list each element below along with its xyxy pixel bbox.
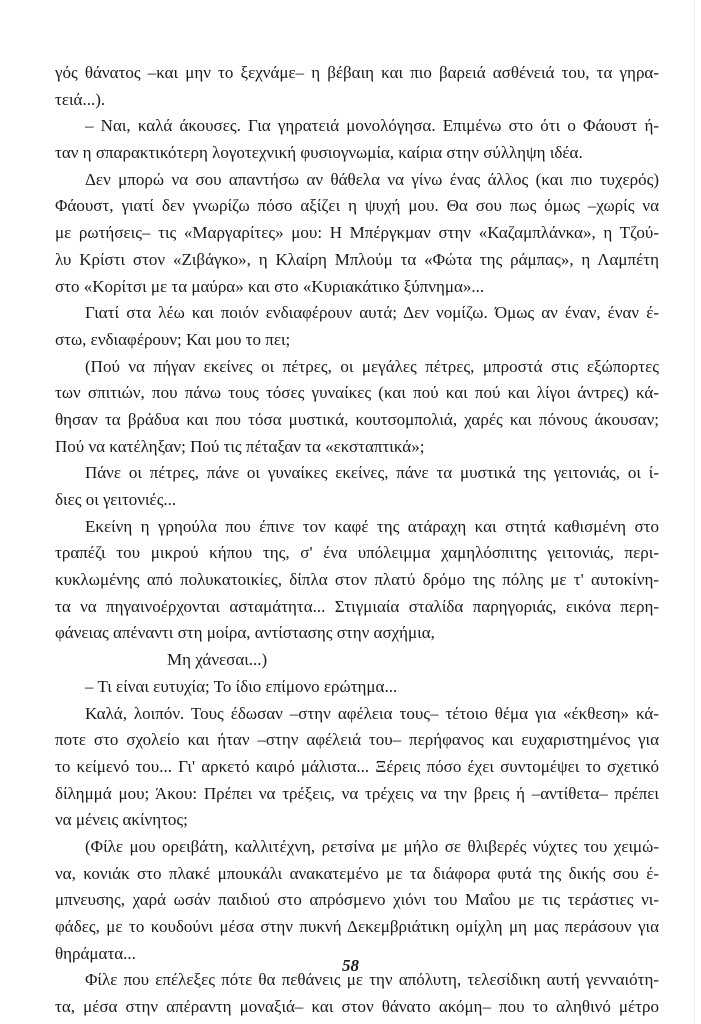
text-line: Μη χάνεσαι...) — [167, 650, 268, 670]
text-line: τραπέζι του μικρού κήπου της, σ' ένα υπόλειμμα χαμηλόσπιτης γειτονιάς, περι- — [55, 543, 659, 563]
text-line: τειά...). — [55, 89, 106, 109]
text-line: Φάουστ, γιατί δεν γνωρίζω πόσο αξίζει η ψυχή μου. Θα σου πως όμως –χωρίς να — [55, 196, 659, 216]
text-line: Γιατί στα λέω και ποιόν ενδιαφέρουν αυτά; Δεν νομίζω. Όμως αν έναν, έναν έ- — [85, 303, 659, 323]
text-line: Εκείνη η γρηούλα που έπινε τον καφέ της ατάραχη και στητά καθισμένη στο — [85, 516, 659, 536]
text-line: μπνευσης, χαρά ωσάν παιδιού στο απρόσμενο χιόνι του Μαΐου με τις τεράστιες νι- — [55, 890, 659, 910]
text-line: λυ Κρίστι στον «Ζιβάγκο», η Κλαίρη Μπλούμ τα «Φώτα της ράμπας», η Λαμπέτη — [55, 249, 659, 269]
text-line: φάνειας απέναντι στη μοίρα, αντίστασης στην ασχήμια, — [55, 623, 435, 643]
text-line: Δεν μπορώ να σου απαντήσω αν θάθελα να γίνω ένας άλλος (και πιο τυχερός) — [85, 169, 659, 189]
text-line: Πού να κατέληξαν; Πού τις πέταξαν τα «εκσταπτικά»; — [55, 436, 425, 456]
text-line: θηράματα... — [55, 943, 136, 963]
text-line: – Τι είναι ευτυχία; Το ίδιο επίμονο ερώτημα... — [85, 676, 398, 696]
text-line: δίλημμά μου; Άκου: Πρέπει να τρέξεις, να τρέχεις να την βρεις ή –αντίθετα– πρέπει — [55, 783, 659, 803]
text-line: των σπιτιών, που πάνω τους τόσες γυναίκες (και πού και πού και λίγοι άντρες) κά- — [55, 383, 659, 403]
text-line: (Πού να πήγαν εκείνες οι πέτρες, οι μεγάλες πέτρες, μπροστά στις εξώπορτες — [85, 356, 659, 376]
text-line: διες οι γειτονιές... — [55, 490, 177, 509]
text-line: τα να πηγαινοέρχονται ασταμάτητα... Στιγμιαία σταλίδα παρηγοριάς, εικόνα περη- — [55, 596, 659, 616]
text-line: Πάνε οι πέτρες, πάνε οι γυναίκες εκείνες, πάνε τα μυστικά της γειτονιάς, οι ί- — [85, 463, 659, 483]
text-line: (Φίλε μου ορειβάτη, καλλιτέχνη, ρετσίνα με μήλο σε θλιβερές νύχτες του χειμώ- — [85, 836, 659, 856]
text-line: – Ναι, καλά άκουσες. Για γηρατειά μονολόγησα. Επιμένω στο ότι ο Φάουστ ή- — [85, 116, 659, 136]
text-line: στο «Κορίτσι με τα μαύρα» και στο «Κυριακάτικο ξύπνημα»... — [55, 276, 485, 296]
text-line: το κείμενό του... Γι' αρκετό καιρό μάλιστα... Ξέρεις πόσο έχει συντομέψει το σχετικό — [55, 756, 659, 776]
text-line: με ρωτήσεις– τις «Μαργαρίτες» μου: Η Μπέργκμαν στην «Καζαμπλάνκα», η Τζού- — [55, 223, 659, 243]
text-line: κυκλωμένης από πολυκατοικίες, δίπλα στον πλατύ δρόμο της πόλης με τ' αυτοκίνη- — [55, 570, 659, 590]
text-line: Καλά, λοιπόν. Τους έδωσαν –στην αφέλεια τους– τέτοιο θέμα για «έκθεση» κά- — [85, 703, 659, 723]
text-line: ταν η σπαρακτικότερη λογοτεχνική φυσιογνωμία, καίρια στην σύλληψη ιδέα. — [55, 143, 583, 163]
text-line: να μένεις ακίνητος; — [55, 810, 188, 830]
text-line: τα, μέσα στην απέραντη μοναξιά– και στον θάνατο ακόμη– που το αληθινό μέτρο — [55, 997, 659, 1017]
text-line: στω, ενδιαφέρουν; Και μου το πει; — [55, 329, 291, 349]
text-line: θησαν τα βράδυα και που τόσα μυστικά, κουτσομπολιά, χαρές και πόνους άκουσαν; — [55, 409, 659, 429]
text-line: γός θάνατος –και μην το ξεχνάμε– η βέβαιη και πιο βαρειά ασθένειά του, τα γηρα- — [55, 63, 659, 82]
page-edge-divider — [694, 0, 695, 1024]
text-line: φάδες, με το κουδούνι μέσα στην πυκνή Δεκεμβριάτικη ομίχλη μη μας περάσουν για — [55, 917, 659, 936]
page-number: 58 — [342, 956, 359, 975]
text-line: να, κονιάκ στο πλακέ μπουκάλι ανακατεμένο με τα διάφορα φυτά της δικής σου έ- — [55, 863, 659, 883]
text-line: ποτε στο σχολείο και ήταν –στην αφέλειά του– περήφανος και ευχαριστημένος για — [55, 730, 659, 750]
text-line: Φίλε που επέλεξες πότε θα πεθάνεις με την απόλυτη, τελεσίδικη αυτή γενναιότη- — [85, 970, 659, 990]
page-body — [55, 60, 659, 1021]
